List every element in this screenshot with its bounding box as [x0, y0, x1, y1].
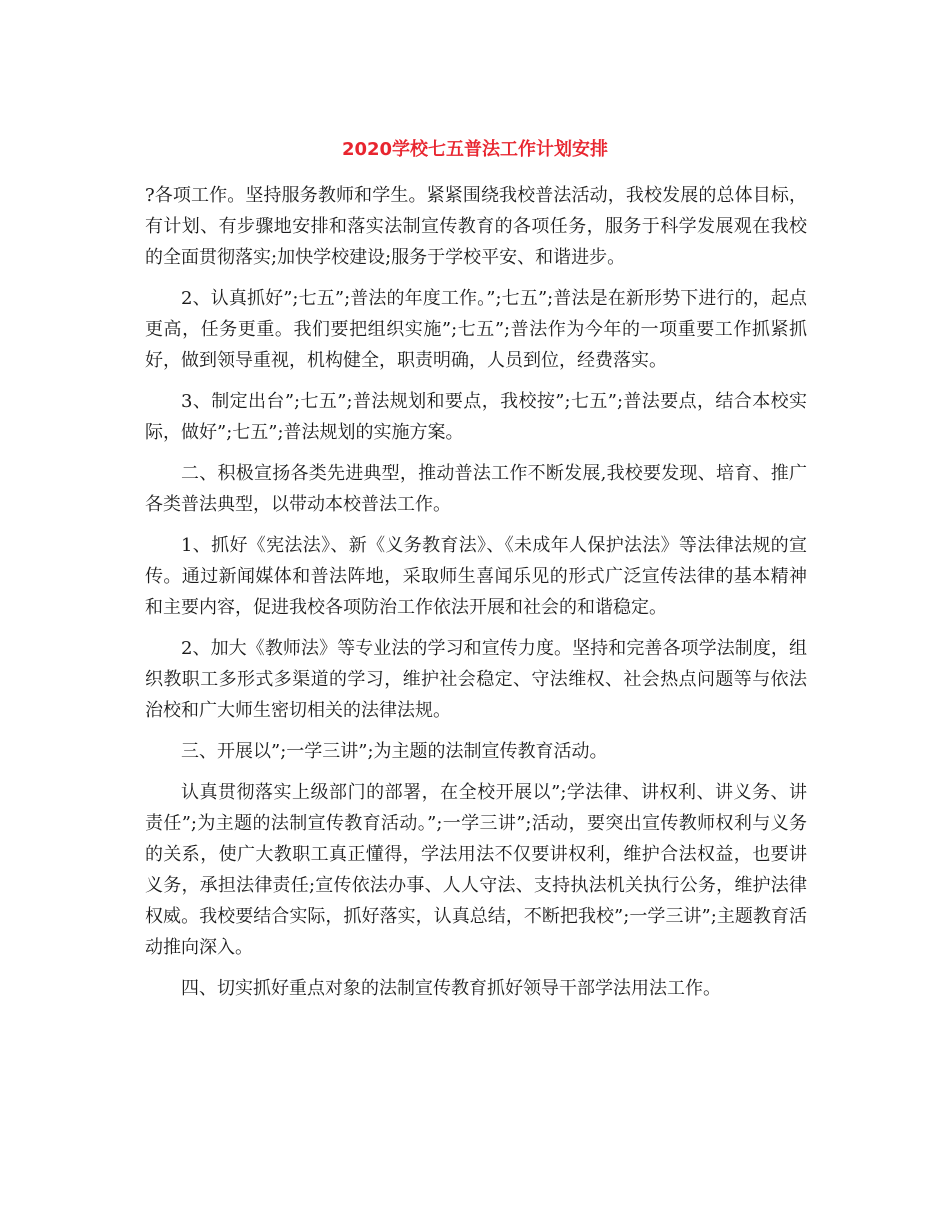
paragraph: 二、积极宣扬各类先进典型，推动普法工作不断发展,我校要发现、培育、推广各类普法典型，以带动本校普法工作。 [145, 463, 807, 515]
paragraph: 2、加大《教师法》等专业法的学习和宣传力度。坚持和完善各项学法制度，组织教职工多形式多渠道的学习，维护社会稳定、守法维权、社会热点问题等与依法治校和广大师生密切相关的法律法规。 [145, 638, 807, 721]
paragraph: 2、认真抓好”;七五”;普法的年度工作。”;七五”;普法是在新形势下进行的，起点更高，任务更重。我们要把组织实施”;七五”;普法作为今年的一项重要工作抓紧抓好，做到领导重视，机构健全，职责明确，人员到位，经费落实。 [145, 288, 807, 371]
document-body [145, 180, 807, 1014]
paragraph: 认真贯彻落实上级部门的部署，在全校开展以”;学法律、讲权利、讲义务、讲责任”;为主题的法制宣传教育活动。”;一学三讲”;活动，要突出宣传教师权利与义务的关系，使广大教职工真正懂得，学法用法不仅要讲权利，维护合法权益，也要讲义务，承担法律责任;宣传依法办事、人人守法、支持执法机关执行公务，维护法律权威。我校要结合实际，抓好落实，认真总结，不断把我校”;一学三讲”;主题教育活动推向深入。 [145, 782, 807, 958]
paragraph: 3、制定出台”;七五”;普法规划和要点，我校按”;七五”;普法要点，结合本校实际，做好”;七五”;普法规划的实施方案。 [145, 391, 807, 443]
paragraph: 四、切实抓好重点对象的法制宣传教育抓好领导干部学法用法工作。 [181, 978, 721, 999]
paragraph: 三、开展以”;一学三讲”;为主题的法制宣传教育活动。 [181, 741, 608, 762]
document-title: 2020学校七五普法工作计划安排 [341, 139, 609, 160]
paragraph: ?各项工作。坚持服务教师和学生。紧紧围绕我校普法活动，我校发展的总体目标，有计划、有步骤地安排和落实法制宣传教育的各项任务，服务于科学发展观在我校的全面贯彻落实;加快学校建设;服务于学校平安、和谐进步。 [145, 185, 807, 268]
paragraph: 1、抓好《宪法法》、新《义务教育法》、《未成年人保护法法》等法律法规的宣传。通过新闻媒体和普法阵地，采取师生喜闻乐见的形式广泛宣传法律的基本精神和主要内容，促进我校各项防治工作依法开展和社会的和谐稳定。 [145, 535, 807, 618]
